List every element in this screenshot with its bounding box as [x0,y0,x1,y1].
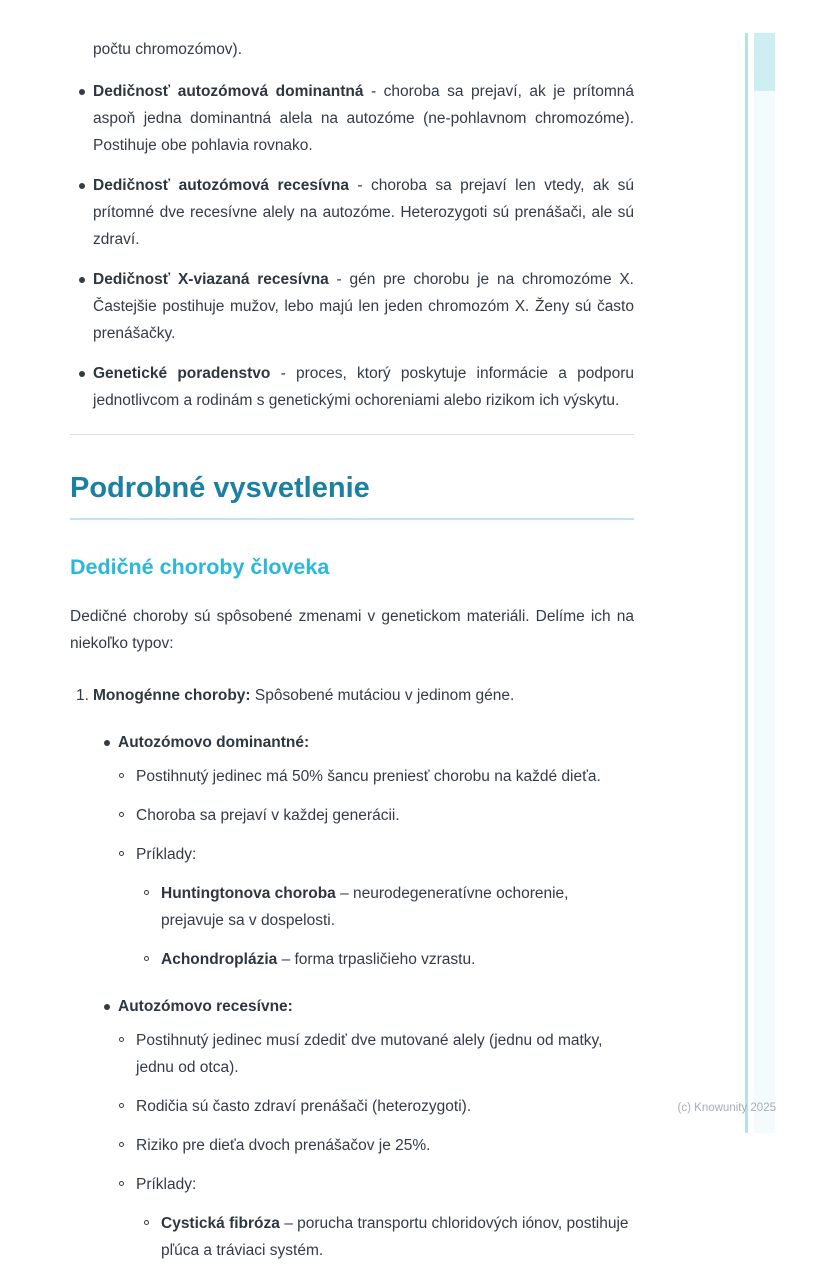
circle-bullet-icon [119,1171,136,1186]
list-item [70,266,634,347]
circle-bullet-icon [119,1027,136,1042]
subsection-title-row [95,729,634,756]
dominant-section [95,729,634,973]
term-desc: Spôsobené mutáciou v jedinom géne. [250,687,515,704]
list-number: 1. [76,687,89,704]
term-bold: Monogénne choroby: [93,687,251,704]
term-bold: Dedičnosť X-viazaná recesívna [93,271,329,288]
dominant-examples [144,880,634,973]
recessive-examples [144,1210,634,1264]
circle-bullet-icon [119,802,136,817]
list-item [70,78,634,159]
list-item-text [161,880,634,934]
subsection-title-bold: Autozómovo dominantné: [118,734,310,751]
list-item-text [93,78,634,159]
term-desc: – neurodegeneratívne ochorenie, prejavuje sa v dospelosti. [161,885,569,929]
term-desc: - choroba sa prejaví, ak je prítomná aspoň jedna dominantná alela na autozóme (ne-pohlavnom chromozóme). Postihuje obe pohlavia rovnako. [93,83,634,154]
list-item [119,1093,634,1120]
scrollbar-thumb[interactable] [754,33,775,91]
circle-bullet-icon [144,1210,161,1225]
inheritance-bullet-list [70,78,634,414]
term-desc: – porucha transportu chloridových iónov, postihuje pľúca a tráviaci systém. [161,1215,629,1259]
term-desc: - choroba sa prejaví len vtedy, ak sú prítomné dve recesívne alely na autozóme. Heterozygoti sú prenášači, ale sú zdraví. [93,177,634,248]
list-item [119,1027,634,1081]
list-item-text [93,266,634,347]
term-bold: Huntingtonova choroba [161,885,336,902]
term-bold: Cystická fibróza [161,1215,280,1232]
term-bold: Dedičnosť autozómová dominantná [93,83,364,100]
list-item-text [93,360,634,414]
list-item-text [93,172,634,253]
term-desc: – forma trpasličieho vzrastu. [277,951,476,968]
subsection-title-row [95,993,634,1020]
list-item [70,360,634,414]
scrollbar-track[interactable] [754,33,775,1133]
bullet-icon [95,993,118,1010]
term-desc: - proces, ktorý poskytuje informácie a podporu jednotlivcom a rodinám s genetickými ochoreniami alebo rizikom ich výskytu. [93,365,634,409]
bullet-icon [70,78,93,95]
numbered-item-text [93,682,634,709]
list-item [144,880,634,934]
copyright-text: (c) Knowunity 2025 [677,1102,776,1114]
circle-bullet-icon [119,841,136,856]
list-item [119,1171,634,1198]
bullet-icon [95,729,118,746]
list-item-text: Postihnutý jedinec musí zdediť dve mutované alely (jednu od matky, jednu od otca). [136,1032,603,1076]
subsection-title [118,729,634,756]
list-item-text: Choroba sa prejaví v každej generácii. [136,807,400,824]
page-title: Podrobné vysvetlenie [70,471,634,520]
list-item [119,802,634,829]
list-item [119,841,634,868]
section-divider [70,434,634,435]
paragraph-fragment: počtu chromozómov). [93,41,243,58]
bullet-icon [70,172,93,189]
list-item [144,946,634,973]
bullet-icon [70,266,93,283]
list-item [119,1132,634,1159]
term-bold: Genetické poradenstvo [93,365,271,382]
circle-bullet-icon [119,1132,136,1147]
list-item-text: Príklady: [136,1176,197,1193]
subsection-title-bold: Autozómovo recesívne: [118,998,293,1015]
circle-bullet-icon [144,946,161,961]
circle-bullet-icon [144,880,161,895]
list-item-text: Rodičia sú často zdraví prenášači (heterozygoti). [136,1098,472,1115]
list-item [144,1210,634,1264]
document-content [70,0,634,1276]
list-item-text: Riziko pre dieťa dvoch prenášačov je 25%. [136,1137,431,1154]
list-item-text: Postihnutý jedinec má 50% šancu preniesť chorobu na každé dieťa. [136,768,601,785]
list-item-text [161,946,634,973]
term-bold: Achondroplázia [161,951,278,968]
term-bold: Dedičnosť autozómová recesívna [93,177,349,194]
section-title: Dedičné choroby človeka [70,555,330,579]
subsection-title [118,993,634,1020]
circle-bullet-icon [119,1093,136,1108]
numbered-list-item [70,682,634,709]
term-desc: - gén pre chorobu je na chromozóme X. Častejšie postihuje mužov, lebo majú len jeden chromozóm X. Ženy sú často prenášačky. [93,271,634,342]
circle-bullet-icon [119,763,136,778]
recessive-section [95,993,634,1264]
bullet-icon [70,360,93,377]
recessive-points [119,1027,634,1264]
list-item [70,172,634,253]
list-item [119,763,634,790]
dominant-points [119,763,634,973]
accent-line [745,33,748,1133]
intro-paragraph: Dedičné choroby sú spôsobené zmenami v genetickom materiáli. Delíme ich na niekoľko typov: [70,608,634,652]
list-item-text [161,1210,634,1264]
list-item-text: Príklady: [136,846,197,863]
